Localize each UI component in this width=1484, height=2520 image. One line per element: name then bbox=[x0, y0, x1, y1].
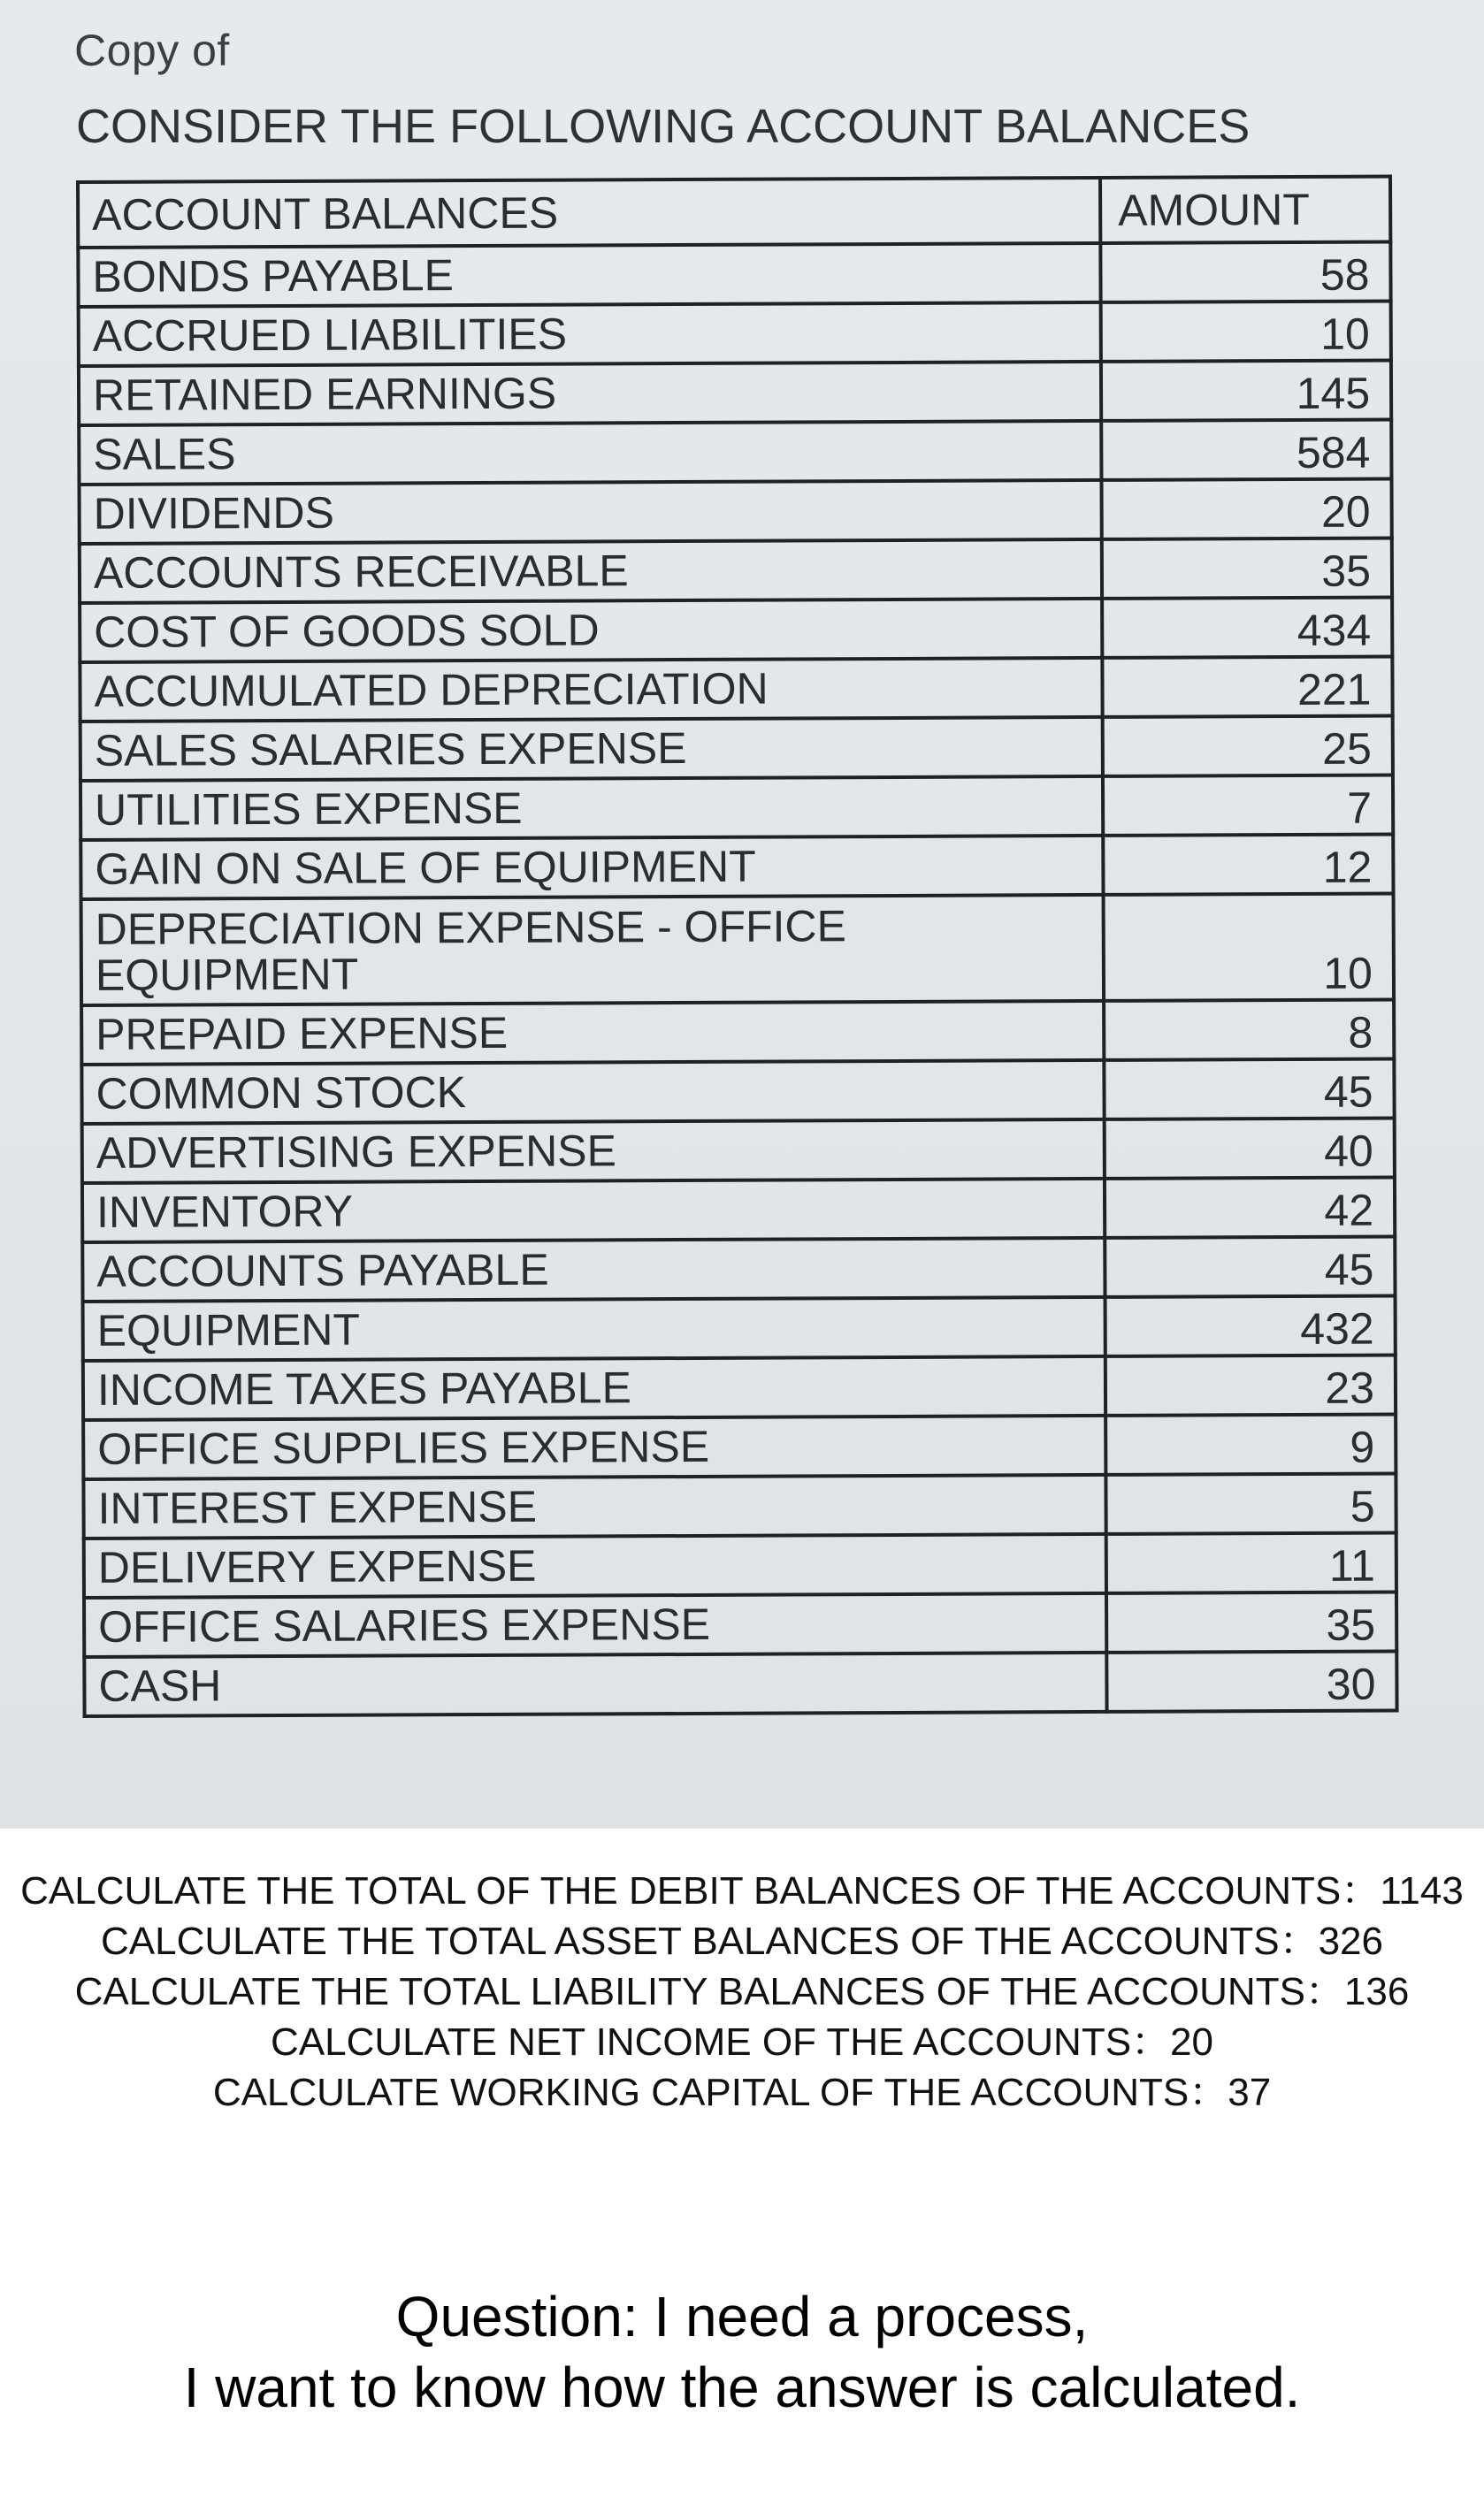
amount-cell: 432 bbox=[1105, 1296, 1396, 1356]
account-name-cell: RETAINED EARNINGS bbox=[79, 362, 1101, 425]
amount-cell: 145 bbox=[1101, 361, 1391, 421]
account-name-cell: DIVIDENDS bbox=[80, 480, 1102, 544]
account-name-cell: ADVERTISING EXPENSE bbox=[82, 1119, 1105, 1183]
amount-cell: 20 bbox=[1101, 479, 1391, 539]
amount-cell: 7 bbox=[1103, 775, 1393, 836]
account-name-cell: UTILITIES EXPENSE bbox=[80, 776, 1103, 840]
account-name-cell: OFFICE SALARIES EXPENSE bbox=[84, 1593, 1106, 1657]
amount-cell: 10 bbox=[1101, 302, 1391, 362]
table-row bbox=[84, 1652, 1396, 1716]
question-text bbox=[0, 2281, 1484, 2423]
amount-cell: 10 bbox=[1104, 894, 1395, 1001]
account-name-cell: BONDS PAYABLE bbox=[78, 243, 1100, 307]
table-row bbox=[83, 1474, 1396, 1539]
answer-line: CALCULATE THE TOTAL ASSET BALANCES OF THE ACCOUNTS：326 bbox=[100, 1920, 1383, 1963]
table-row bbox=[82, 1119, 1395, 1183]
table-row bbox=[80, 835, 1393, 899]
amount-cell: 30 bbox=[1106, 1652, 1396, 1712]
amount-cell: 42 bbox=[1105, 1178, 1395, 1238]
table-row bbox=[80, 775, 1393, 840]
account-name-cell: DEPRECIATION EXPENSE - OFFICE EQUIPMENT bbox=[81, 895, 1105, 1005]
amount-cell: 23 bbox=[1105, 1355, 1396, 1416]
amount-cell: 25 bbox=[1103, 716, 1393, 776]
amount-cell: 58 bbox=[1100, 242, 1390, 302]
account-name-cell: SALES bbox=[79, 421, 1101, 485]
table-row bbox=[83, 1415, 1396, 1479]
table-row bbox=[79, 420, 1391, 485]
amount-cell: 35 bbox=[1106, 1592, 1396, 1653]
answer-line: CALCULATE THE TOTAL LIABILITY BALANCES OF THE ACCOUNTS：136 bbox=[74, 1970, 1410, 2013]
table-row bbox=[80, 479, 1392, 544]
table-row bbox=[80, 538, 1392, 603]
given-answers bbox=[0, 1866, 1484, 2118]
amount-cell: 40 bbox=[1105, 1119, 1395, 1179]
account-name-cell: ACCRUED LIABILITIES bbox=[79, 302, 1101, 366]
column-header-account: ACCOUNT BALANCES bbox=[78, 178, 1100, 248]
table-row bbox=[82, 1178, 1395, 1242]
answer-line: CALCULATE NET INCOME OF THE ACCOUNTS：20 bbox=[271, 2020, 1213, 2064]
account-balances-table-wrap bbox=[76, 175, 1396, 1718]
table-row bbox=[83, 1296, 1396, 1361]
amount-cell: 12 bbox=[1103, 835, 1393, 895]
question-line-1: Question: I need a process, bbox=[395, 2285, 1089, 2348]
table-row bbox=[81, 1059, 1394, 1124]
table-row bbox=[78, 242, 1390, 307]
amount-cell: 584 bbox=[1101, 420, 1391, 480]
account-name-cell: OFFICE SUPPLIES EXPENSE bbox=[83, 1416, 1105, 1479]
amount-cell: 221 bbox=[1102, 657, 1392, 717]
account-name-cell: GAIN ON SALE OF EQUIPMENT bbox=[80, 836, 1103, 899]
page-title: CONSIDER THE FOLLOWING ACCOUNT BALANCES bbox=[76, 100, 1251, 153]
account-name-cell: ACCOUNTS PAYABLE bbox=[82, 1238, 1105, 1302]
table-row bbox=[81, 1000, 1394, 1065]
account-name-cell: INCOME TAXES PAYABLE bbox=[83, 1356, 1105, 1420]
table-row bbox=[79, 302, 1391, 366]
amount-cell: 45 bbox=[1104, 1059, 1394, 1119]
account-name-cell: ACCOUNTS RECEIVABLE bbox=[80, 539, 1102, 603]
table-row bbox=[83, 1355, 1396, 1420]
amount-cell: 45 bbox=[1105, 1237, 1395, 1297]
amount-cell: 9 bbox=[1105, 1415, 1396, 1475]
column-header-amount: AMOUNT bbox=[1100, 177, 1390, 243]
table-row bbox=[84, 1533, 1396, 1598]
table-row bbox=[82, 1237, 1395, 1302]
answer-line: CALCULATE WORKING CAPITAL OF THE ACCOUNTS：37 bbox=[212, 2071, 1272, 2114]
account-name-cell: PREPAID EXPENSE bbox=[81, 1001, 1104, 1065]
table-row bbox=[81, 894, 1395, 1005]
amount-cell: 35 bbox=[1102, 538, 1392, 599]
table-row bbox=[80, 716, 1393, 781]
account-name-cell: INVENTORY bbox=[82, 1179, 1105, 1242]
account-balances-table bbox=[76, 175, 1399, 1718]
table-row bbox=[80, 598, 1392, 662]
table-row bbox=[84, 1592, 1396, 1657]
table-header-row bbox=[78, 177, 1390, 248]
account-name-cell: EQUIPMENT bbox=[83, 1297, 1105, 1361]
account-name-cell: ACCUMULATED DEPRECIATION bbox=[80, 658, 1102, 722]
amount-cell: 5 bbox=[1105, 1474, 1396, 1534]
amount-cell: 11 bbox=[1106, 1533, 1396, 1593]
account-name-cell: CASH bbox=[84, 1653, 1106, 1716]
answer-line: CALCULATE THE TOTAL OF THE DEBIT BALANCES OF THE ACCOUNTS：1143 bbox=[20, 1869, 1464, 1913]
table-row bbox=[79, 361, 1391, 425]
question-line-2: I want to know how the answer is calculated. bbox=[183, 2356, 1301, 2419]
account-name-cell: INTEREST EXPENSE bbox=[83, 1475, 1105, 1539]
account-name-cell: COMMON STOCK bbox=[81, 1060, 1104, 1124]
amount-cell: 434 bbox=[1102, 598, 1392, 658]
table-row bbox=[80, 657, 1392, 722]
amount-cell: 8 bbox=[1104, 1000, 1394, 1060]
copy-label: Copy of bbox=[74, 26, 230, 75]
account-name-cell: COST OF GOODS SOLD bbox=[80, 599, 1102, 662]
account-name-cell: DELIVERY EXPENSE bbox=[84, 1534, 1106, 1598]
account-name-cell: SALES SALARIES EXPENSE bbox=[80, 717, 1103, 781]
